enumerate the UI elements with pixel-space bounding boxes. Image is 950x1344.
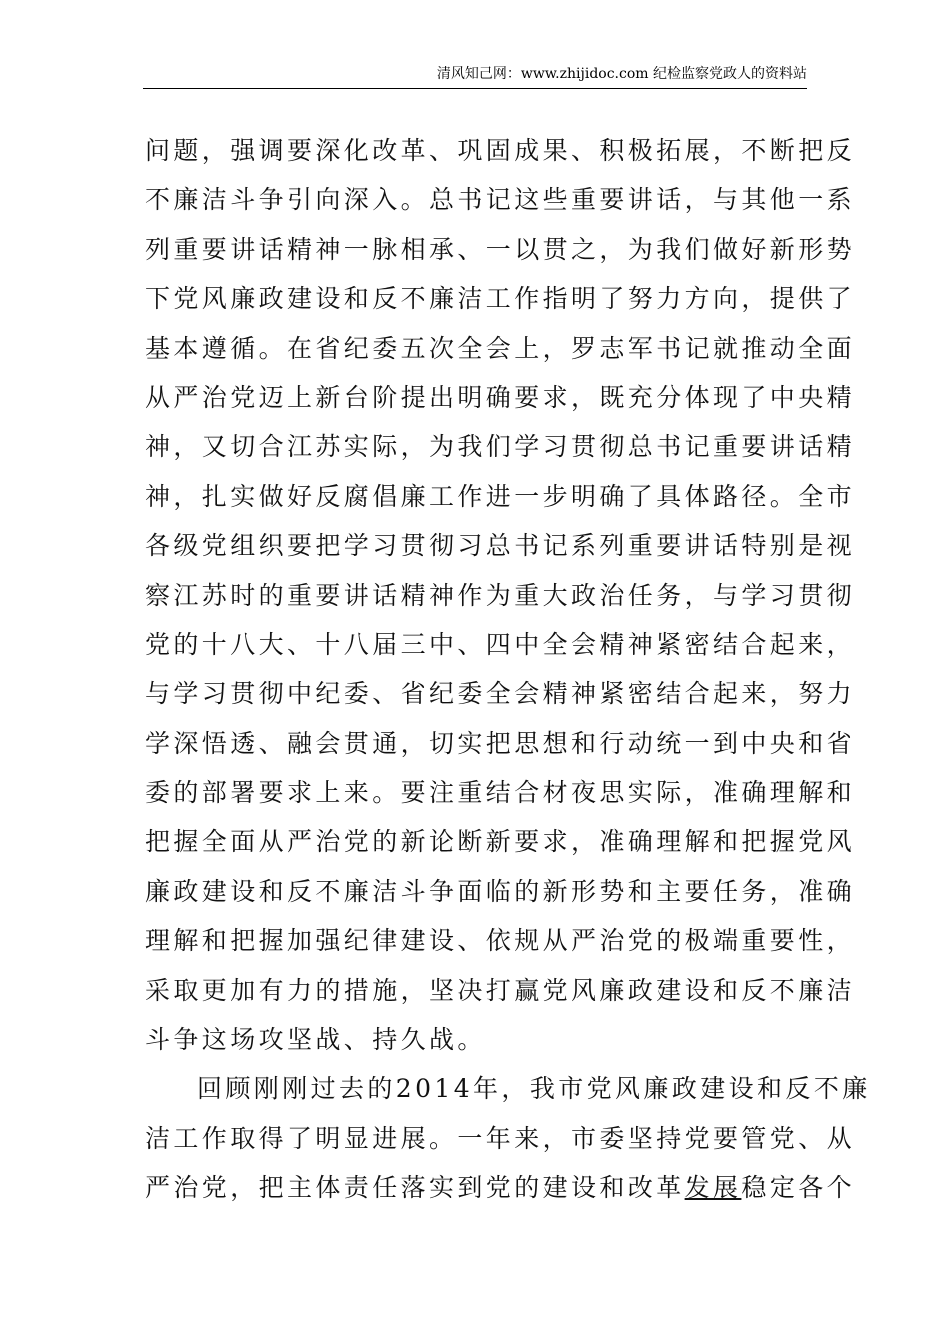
text-line: 与学习贯彻中纪委、省纪委全会精神紧密结合起来，努力 [145,679,856,709]
text-line: 不廉洁斗争引向深入。总书记这些重要讲话，与其他一系 [145,185,856,215]
text-line: 问题，强调要深化改革、巩固成果、积极拓展，不断把反 [145,136,856,165]
text-line: 神，又切合江苏实际，为我们学习贯彻总书记重要讲话精 [145,432,856,462]
paragraph [145,1064,871,1212]
text-line: 斗争这场攻坚战、持久战。 [145,1025,486,1055]
text-line: 把握全面从严治党的新论断新要求，准确理解和把握党风 [145,827,856,857]
text-line: 采取更加有力的措施，坚决打赢党风廉政建设和反不廉洁 [145,975,856,1005]
text-run: 稳定各个 [741,1173,856,1203]
paragraph [145,126,856,1064]
underlined-link[interactable]: 发展 [684,1173,742,1203]
text-line: 从严治党迈上新台阶提出明确要求，既充分体现了中央精 [145,382,856,412]
text-line [145,1163,856,1212]
text-line: 神，扎实做好反腐倡廉工作进一步明确了具体路径。全市 [145,481,856,511]
text-line: 洁工作取得了明显进展。一年来，市委坚持党要管党、从 [145,1123,856,1153]
text-line: 下党风廉政建设和反不廉洁工作指明了努力方向，提供了 [145,284,856,314]
text-line: 察江苏时的重要讲话精神作为重大政治任务，与学习贯彻 [145,580,856,610]
text-line: 理解和把握加强纪律建设、依规从严治党的极端重要性， [145,926,856,956]
header-rule [143,88,807,89]
text-line: 基本遵循。在省纪委五次全会上，罗志军书记就推动全面 [145,333,856,363]
page-header: 清风知己网：www.zhijidoc.com 纪检监察党政人的资料站 [436,66,807,82]
text-line: 列重要讲话精神一脉相承、一以贯之，为我们做好新形势 [145,234,856,264]
text-line: 党的十八大、十八届三中、四中全会精神紧密结合起来， [145,629,856,659]
text-line: 廉政建设和反不廉洁斗争面临的新形势和主要任务，准确 [145,876,856,906]
text-run: 严治党，把主体责任落实到党的建设和改革 [145,1173,685,1203]
body-text [145,126,871,1213]
text-line: 学深悟透、融会贯通，切实把思想和行动统一到中央和省 [145,728,856,758]
text-line: 回顾刚刚过去的2014年，我市党风廉政建设和反不廉 [197,1074,871,1104]
text-line: 委的部署要求上来。要注重结合材夜思实际，准确理解和 [145,778,856,808]
text-line: 各级党组织要把学习贯彻习总书记系列重要讲话特别是视 [145,531,856,561]
